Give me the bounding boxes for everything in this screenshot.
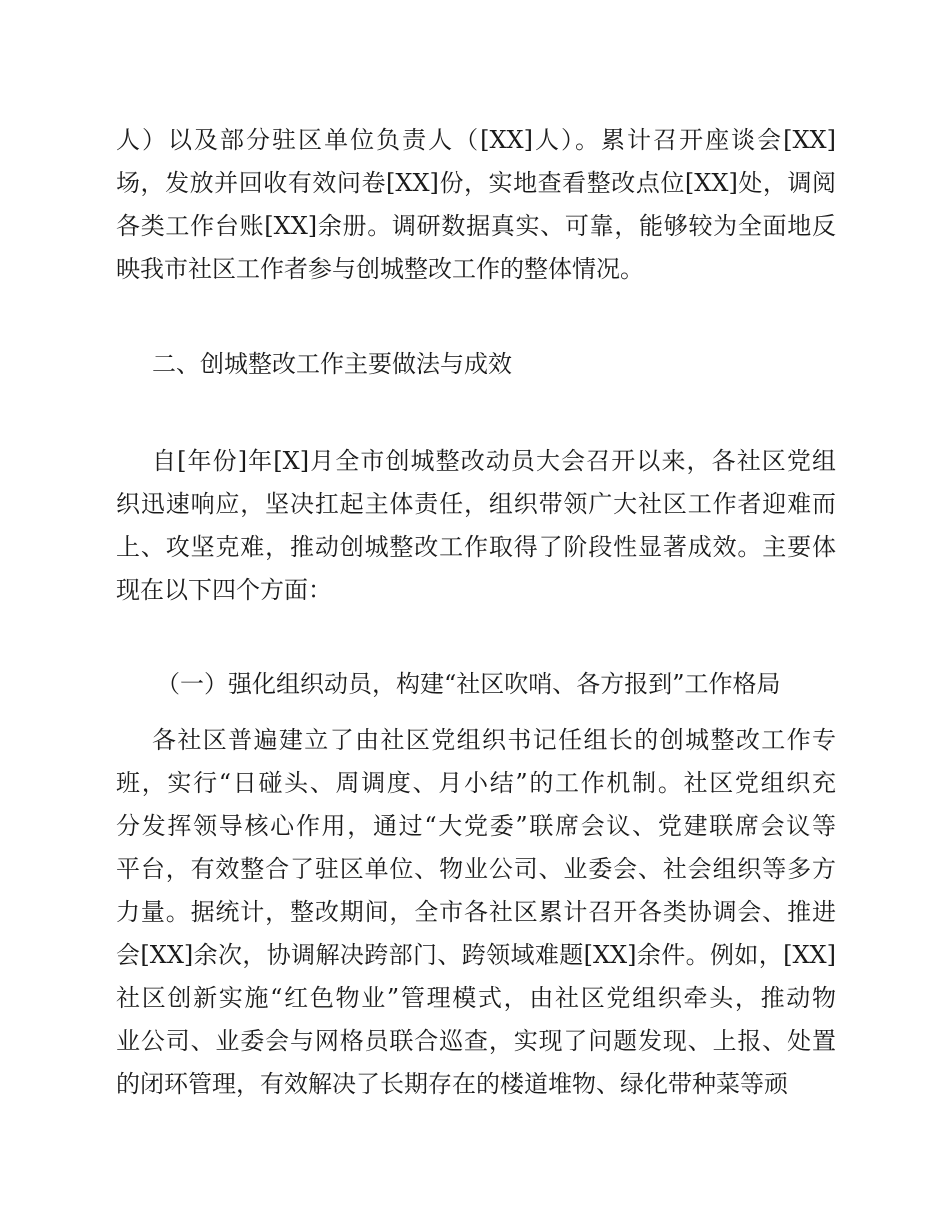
paragraph-line: 的闭环管理，有效解决了长期存在的楼道堆物、绿化带种菜等顽 bbox=[116, 1070, 788, 1098]
paragraph-line: 班，实行“日碰头、周调度、月小结”的工作机制。社区党组织充 bbox=[116, 769, 836, 797]
paragraph-line: 人）以及部分驻区单位负责人（[XX]人）。累计召开座谈会[XX] bbox=[116, 126, 836, 154]
paragraph-line: 自[年份]年[X]月全市创城整改动员大会召开以来，各社区党组 bbox=[152, 447, 836, 475]
paragraph-line: 织迅速响应，坚决扛起主体责任，组织带领广大社区工作者迎难而 bbox=[116, 490, 836, 518]
paragraph-line: 映我市社区工作者参与创城整改工作的整体情况。 bbox=[116, 255, 644, 283]
paragraph-line: 业公司、业委会与网格员联合巡查，实现了问题发现、上报、处置 bbox=[116, 1027, 836, 1055]
paragraph-line: 会[XX]余次，协调解决跨部门、跨领域难题[XX]余件。例如，[XX] bbox=[116, 941, 836, 969]
paragraph-line: 社区创新实施“红色物业”管理模式，由社区党组织牵头，推动物 bbox=[116, 984, 836, 1012]
paragraph-line: 现在以下四个方面： bbox=[116, 576, 332, 604]
paragraph-line: 上、攻坚克难，推动创城整改工作取得了阶段性显著成效。主要体 bbox=[116, 533, 836, 561]
section-heading: 二、创城整改工作主要做法与成效 bbox=[152, 350, 512, 378]
subsection-heading: （一）强化组织动员，构建“社区吹哨、各方报到”工作格局 bbox=[156, 670, 781, 698]
paragraph-line: 各类工作台账[XX]余册。调研数据真实、可靠，能够较为全面地反 bbox=[116, 212, 836, 240]
paragraph-line: 平台，有效整合了驻区单位、物业公司、业委会、社会组织等多方 bbox=[116, 855, 836, 883]
paragraph-line: 分发挥领导核心作用，通过“大党委”联席会议、党建联席会议等 bbox=[116, 812, 836, 840]
paragraph-line: 场，发放并回收有效问卷[XX]份，实地查看整改点位[XX]处，调阅 bbox=[116, 169, 836, 197]
paragraph-line: 各社区普遍建立了由社区党组织书记任组长的创城整改工作专 bbox=[152, 726, 836, 754]
paragraph-line: 力量。据统计，整改期间，全市各社区累计召开各类协调会、推进 bbox=[116, 898, 836, 926]
